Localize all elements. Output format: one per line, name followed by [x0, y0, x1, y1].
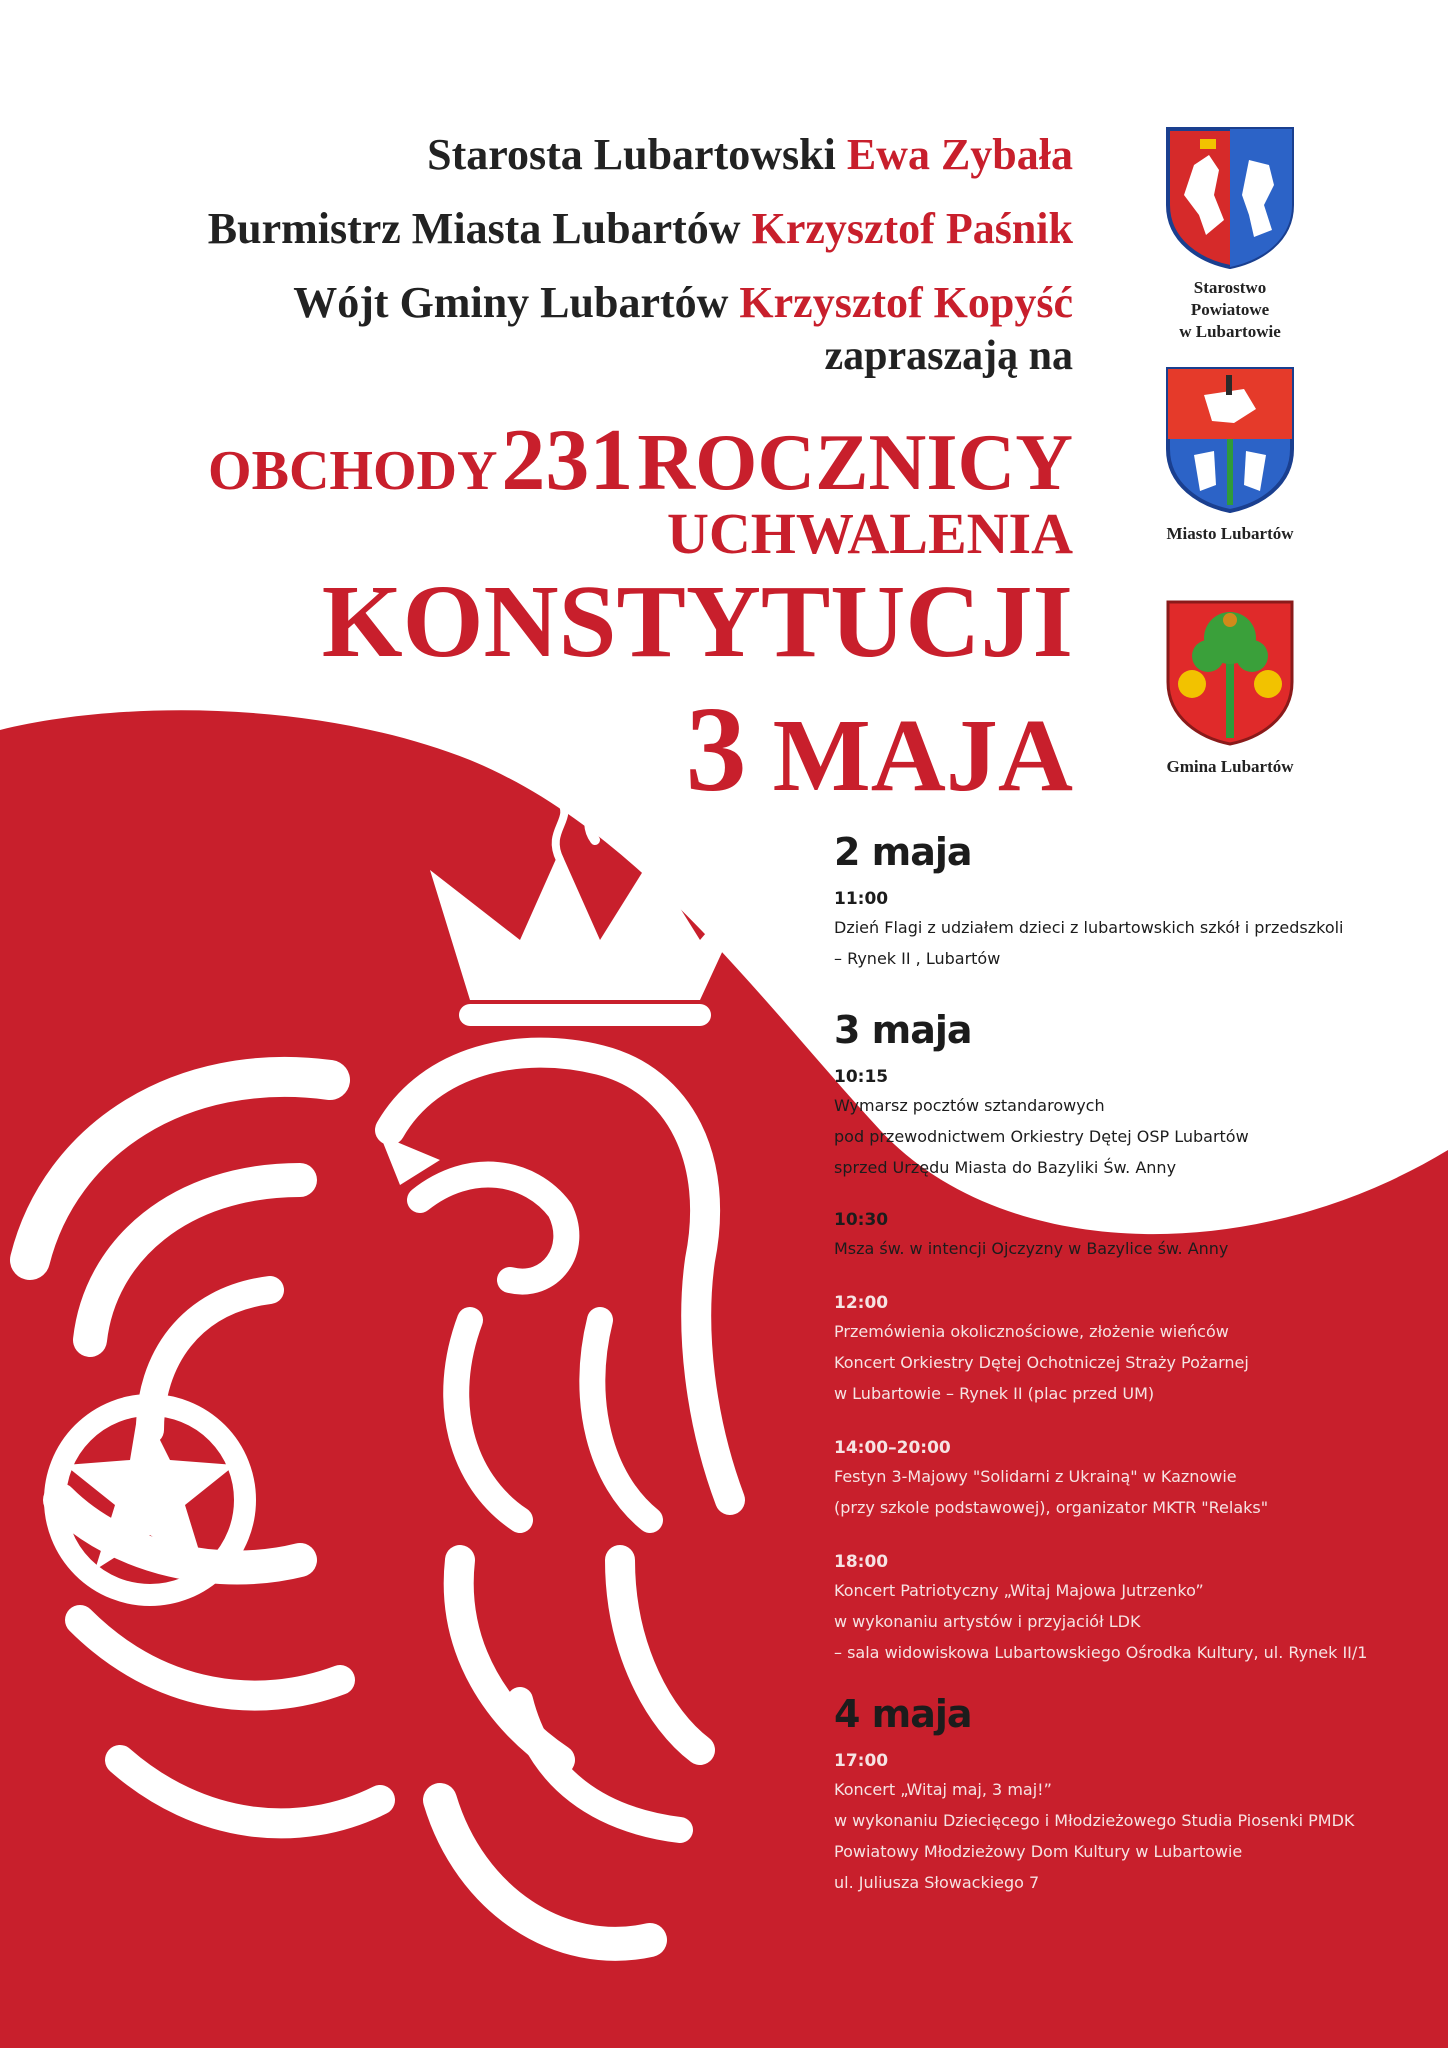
event-description: Koncert Patriotyczny „Witaj Majowa Jutrzenko” w wykonaniu artystów i przyjaciół LDK – sala widowiskowa Lubartowskiego Ośrodka Kultury, ul. Rynek II/1 [834, 1581, 1368, 1662]
event-time: 18:00 [834, 1552, 889, 1572]
host-line: Starosta Lubartowski Ewa Zybała [427, 130, 1073, 179]
event-description: Dzień Flagi z udziałem dzieci z lubartowskich szkół i przedszkoli – Rynek II , Lubartów [834, 918, 1344, 968]
day-heading: 3 maja [834, 1008, 972, 1052]
event-item [834, 1748, 1394, 1898]
event-time: 11:00 [834, 889, 889, 909]
event-time: 17:00 [834, 1751, 889, 1771]
event-item [834, 1435, 1394, 1523]
commune-logo: Gmina Lubartów [1155, 598, 1305, 778]
county-coat-of-arms-icon [1164, 125, 1296, 269]
event-time: 10:15 [834, 1067, 889, 1087]
host-line: Burmistrz Miasta Lubartów Krzysztof Paśnik [207, 204, 1073, 253]
event-time: 12:00 [834, 1293, 889, 1313]
event-time: 14:00–20:00 [834, 1438, 951, 1458]
day-heading: 4 maja [834, 1692, 972, 1736]
host-line: Wójt Gminy Lubartów Krzysztof Kopyść [293, 278, 1073, 327]
event-description: Przemówienia okolicznościowe, złożenie wieńców Koncert Orkiestry Dętej Ochotniczej Straży Pożarnej w Lubartowie – Rynek II (plac przed UM) [834, 1322, 1249, 1403]
event-description: Koncert „Witaj maj, 3 maj!” w wykonaniu Dziecięcego i Młodzieżowego Studia Piosenki PMDK Powiatowy Młodzieżowy Dom Kultury w Lubartowie ul. Juliusza Słowackiego 7 [834, 1780, 1355, 1892]
town-logo: Miasto Lubartów [1155, 365, 1305, 545]
event-description: Wymarsz pocztów sztandarowych pod przewodnictwem Orkiestry Dętej OSP Lubartów sprzed Urzędu Miasta do Bazyliki Św. Anny [834, 1096, 1249, 1177]
day-heading: 2 maja [834, 830, 972, 874]
event-description: Festyn 3-Majowy "Solidarni z Ukrainą" w Kaznowie (przy szkole podstawowej), organizator MKTR "Relaks" [834, 1467, 1269, 1517]
event-description: Msza św. w intencji Ojczyzny w Bazylice św. Anny [834, 1239, 1229, 1258]
hosts-block [208, 118, 1073, 340]
title-line-2: UCHWALENIA [666, 501, 1073, 566]
event-item [834, 1064, 1394, 1183]
title-line-1: OBCHODY 231 ROCZNICY [208, 412, 1073, 509]
event-item [834, 1549, 1394, 1668]
event-item [834, 1207, 1394, 1264]
town-coat-of-arms-icon [1164, 365, 1296, 515]
event-schedule [834, 830, 1394, 1922]
event-item [834, 1290, 1394, 1409]
host-name: Krzysztof Paśnik [751, 204, 1073, 253]
title-line-3: KONSTYTUCJI [321, 564, 1073, 679]
host-name: Ewa Zybała [846, 130, 1073, 179]
event-time: 10:30 [834, 1210, 889, 1230]
host-name: Krzysztof Kopyść [739, 278, 1073, 327]
title-line-4: 3 MAJA [685, 682, 1073, 817]
county-logo: Starostwo Powiatowe w Lubartowie [1155, 125, 1305, 343]
event-item [834, 886, 1394, 974]
invite-text: zapraszają na [824, 333, 1073, 379]
commune-coat-of-arms-icon [1164, 598, 1296, 748]
